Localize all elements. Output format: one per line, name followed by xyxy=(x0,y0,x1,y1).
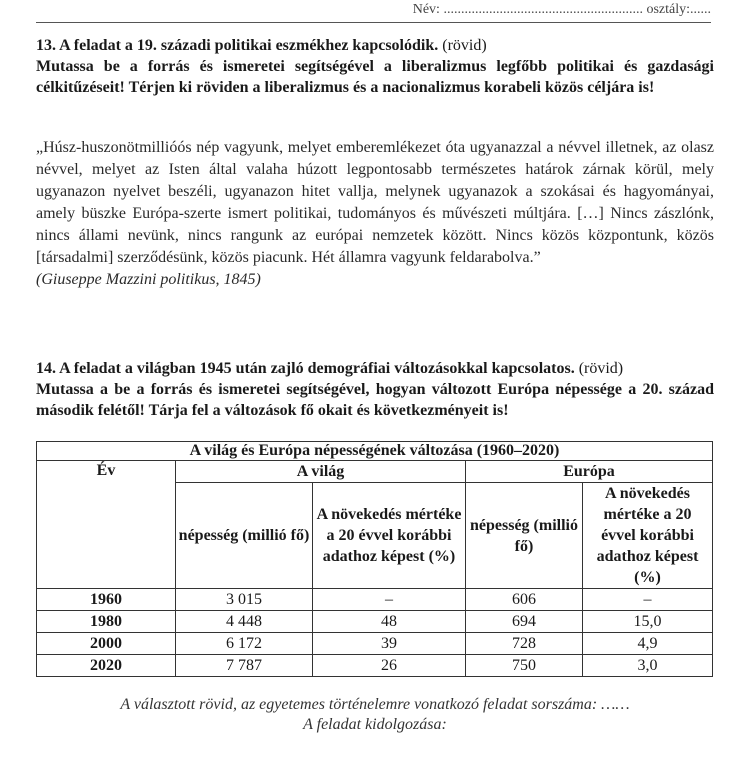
table-row xyxy=(37,611,713,633)
table-group-row xyxy=(37,461,713,483)
table-caption-row xyxy=(37,442,713,461)
europe-growth-cell: 3,0 xyxy=(583,655,713,677)
q14-tag: (rövid) xyxy=(578,360,624,377)
q14-title-line xyxy=(36,358,714,379)
q14-title: 14. A feladat a világban 1945 után zajló demográfiai változásokkal kapcsolatos. xyxy=(36,360,575,377)
world-population-cell: 6 172 xyxy=(176,633,313,655)
europe-growth-header: A növekedés mértéke a 20 évvel korábbi adathoz képest (%) xyxy=(583,483,713,589)
selected-task-number-line: A választott rövid, az egyetemes történelemre vonatkozó feladat sorszáma: …… xyxy=(120,696,630,713)
world-growth-cell: 39 xyxy=(313,633,466,655)
q14-task: Mutassa a be a forrás és ismeretei segítségével, hogyan változott Európa népessége a 20. század második felétől! Tárja fel a változások fő okait és következményeit is! xyxy=(36,381,714,419)
q13-title: 13. A feladat a 19. századi politikai eszmékhez kapcsolódik. xyxy=(36,37,439,54)
mazzini-quote: „Húsz-huszonötmillióós nép vagyunk, melyet emberemlékezet óta ugyanazzal a névvel illetnek, az olasz névvel, melyet az Isten által valaha húzott legpontosabb természetes határok zárnak körül, mely ugyanazon nyelvet beszéli, ugyanazon hitet vallja, melynek ugyanazok a szokásai és hagyományai, amely büszke Európa-szerte ismert politikai, tudományos és művészeti múltjára. […] Nincs zászlónk, nincs állami nevünk, nincs rangunk az európai nemzetek között. Nincs közös központunk, közös [társadalmi] szerződésünk, közös piacunk. Hét államra vagyunk feldarabolva.” xyxy=(36,139,714,266)
europe-growth-cell: – xyxy=(583,589,713,611)
europe-population-cell: 694 xyxy=(466,611,583,633)
europe-population-cell: 728 xyxy=(466,633,583,655)
population-table xyxy=(36,441,713,677)
q13-task: Mutassa be a forrás és ismeretei segítségével a liberalizmus legfőbb politikai és gazdasági célkitűzéseit! Térjen ki röviden a liberalizmus és a nacionalizmus korabeli közös céljára is! xyxy=(36,58,714,96)
year-cell: 1980 xyxy=(37,611,176,633)
q13-tag: (rövid) xyxy=(442,37,487,54)
table-row xyxy=(37,589,713,611)
q13-title-line xyxy=(36,35,714,56)
q13-source-quote xyxy=(36,137,714,291)
page-header xyxy=(36,0,711,23)
task-elaboration-line: A feladat kidolgozása: xyxy=(303,716,447,733)
question-13 xyxy=(36,35,714,98)
europe-growth-cell: 15,0 xyxy=(583,611,713,633)
answer-footer xyxy=(36,695,714,735)
world-growth-cell: – xyxy=(313,589,466,611)
year-header: Év xyxy=(37,461,176,589)
europe-population-cell: 606 xyxy=(466,589,583,611)
world-population-cell: 7 787 xyxy=(176,655,313,677)
year-cell: 2020 xyxy=(37,655,176,677)
table-row xyxy=(37,633,713,655)
world-growth-cell: 48 xyxy=(313,611,466,633)
europe-population-cell: 750 xyxy=(466,655,583,677)
world-population-cell: 3 015 xyxy=(176,589,313,611)
quote-attribution: (Giuseppe Mazzini politikus, 1845) xyxy=(36,271,261,288)
europe-growth-cell: 4,9 xyxy=(583,633,713,655)
europe-header: Európa xyxy=(466,461,713,483)
table-caption: A világ és Európa népességének változása (1960–2020) xyxy=(37,442,713,461)
world-population-header: népesség (millió fő) xyxy=(176,483,313,589)
world-population-cell: 4 448 xyxy=(176,611,313,633)
year-cell: 2000 xyxy=(37,633,176,655)
europe-population-header: népesség (millió fő) xyxy=(466,483,583,589)
question-14 xyxy=(36,358,714,421)
world-growth-cell: 26 xyxy=(313,655,466,677)
world-header: A világ xyxy=(176,461,466,483)
name-class-line: Név: ......................................................... osztály:...... xyxy=(412,2,711,17)
year-cell: 1960 xyxy=(37,589,176,611)
world-growth-header: A növekedés mértéke a 20 évvel korábbi adathoz képest (%) xyxy=(313,483,466,589)
table-row xyxy=(37,655,713,677)
